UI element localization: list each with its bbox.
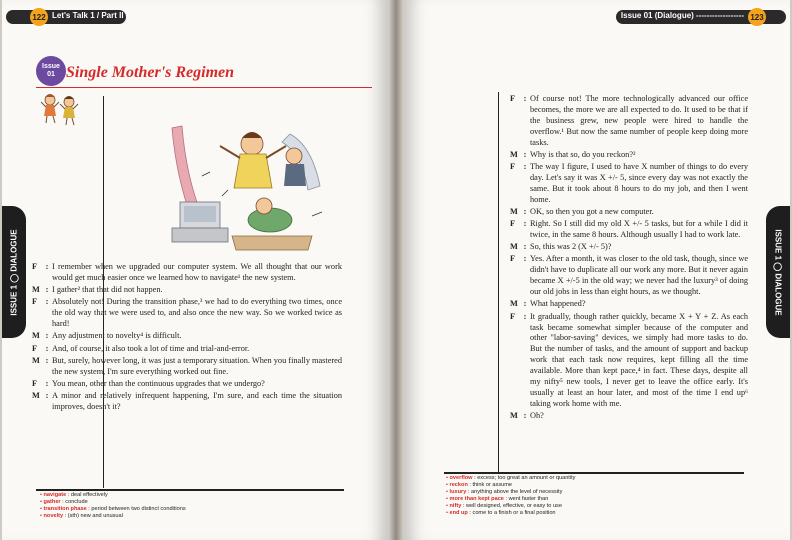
dialogue-text: Oh? xyxy=(530,411,544,421)
speaker-label: M xyxy=(510,411,518,421)
speaker-colon: : xyxy=(523,162,527,172)
dialogue-line xyxy=(510,254,748,298)
speaker-label: F xyxy=(510,94,516,103)
glossary-definition: : conclude xyxy=(60,499,88,506)
left-dialogue xyxy=(32,262,342,414)
speaker-label: F xyxy=(510,311,516,321)
speaker-colon: : xyxy=(45,355,49,365)
dialogue-text: It gradually, though rather quickly, became X + Y + Z. As each task became somewhat simpler because of the computer and other "labor-saving" devices, we simply had more tasks to do. But the number of tasks, and the amount of support and backup work that each task now requires, kept filling all the time available. More than kept pace,⁴ in fact. These days, despite all my nifty⁵ new tools, I never get to leave the office early. It's usually at least an hour later, and most of the time I end up⁶ taking work home with me. xyxy=(530,311,748,408)
dialogue-line xyxy=(510,207,748,218)
dialogue-text: So, this was 2 (X +/- 5)? xyxy=(530,242,612,252)
glossary-entry xyxy=(446,489,746,496)
speaker-label: M xyxy=(510,149,518,159)
glossary-definition: : (sth) new and unusual xyxy=(63,513,123,520)
speaker-colon: : xyxy=(523,149,527,159)
left-glossary xyxy=(40,492,340,520)
glossary-entry xyxy=(446,503,746,510)
dialogue-line xyxy=(510,162,748,206)
dialogue-line xyxy=(510,219,748,241)
side-tab-label: ISSUE 1 ◯ DIALOGUE xyxy=(773,228,783,316)
right-running-head xyxy=(404,8,790,26)
glossary-rule xyxy=(444,472,744,474)
speaker-colon: : xyxy=(45,343,49,353)
column-rule xyxy=(498,92,499,472)
glossary-entry xyxy=(40,499,340,506)
glossary-bullet: • xyxy=(40,506,44,513)
dialogue-text: I remember when we upgraded our computer system. We all thought that our work would get much easier once we learned how to navigate¹ the new system. xyxy=(52,262,342,282)
dialogue-text: Right. So I still did my old X +/- 5 tasks, but for a while I did it twice, in the same 8 hours. Although usually I had to work late. xyxy=(530,219,748,240)
glossary-bullet: • xyxy=(446,503,450,510)
dialogue-line xyxy=(510,242,748,253)
right-glossary xyxy=(446,475,746,518)
dialogue-line xyxy=(32,297,342,330)
speaker-colon: : xyxy=(523,206,527,216)
dialogue-text: Of course not! The more technologically advanced our office becomes, the more we are all expected to do. It used to be that if the business grew, new people were hired to handle the overflow.¹ But now the same number of people keep doing more tasks. xyxy=(530,94,748,147)
glossary-definition: : well designed, effective, or easy to use xyxy=(461,503,562,510)
dialogue-text: Any adjustment to novelty⁴ is difficult. xyxy=(52,331,182,341)
dialogue-text: And, of course, it also took a lot of time and trial-and-error. xyxy=(52,343,250,353)
glossary-entry xyxy=(446,496,746,503)
dialogue-line xyxy=(32,331,342,342)
dialogue-text: But, surely, however long, it was just a temporary situation. When you finally mastered the new system, I'm sure everything worked out fine. xyxy=(52,355,342,376)
speaker-colon: : xyxy=(45,297,49,307)
speaker-label: M xyxy=(32,391,40,401)
dialogue-line xyxy=(510,94,748,149)
speaker-colon: : xyxy=(45,391,49,401)
left-running-head xyxy=(2,8,388,26)
page-number-badge: 122 xyxy=(30,8,48,26)
glossary-rule xyxy=(36,489,344,491)
speaker-label: M xyxy=(510,206,518,216)
dialogue-line xyxy=(32,356,342,378)
dialogue-text: I gather² that that did not happen. xyxy=(52,285,163,295)
office-chaos-illustration xyxy=(162,116,332,256)
dialogue-line xyxy=(32,285,342,296)
speaker-colon: : xyxy=(45,262,49,271)
lesson-title: Single Mother's Regimen xyxy=(66,64,235,81)
title-underline xyxy=(36,87,372,88)
dialogue-line xyxy=(510,299,748,310)
glossary-term: overflow xyxy=(449,475,473,481)
glossary-bullet: • xyxy=(446,510,450,517)
issue-badge-label: Issue xyxy=(42,63,60,70)
speaker-label: F xyxy=(510,219,516,229)
glossary-bullet: • xyxy=(446,496,450,503)
dialogue-line xyxy=(32,379,342,390)
dialogue-line xyxy=(510,411,748,422)
running-head-title: Issue 01 (Dialogue) ------------------ xyxy=(620,11,744,20)
side-tab-label: ISSUE 1 ◯ DIALOGUE xyxy=(9,228,19,316)
dialogue-line xyxy=(510,312,748,410)
right-page xyxy=(404,0,790,540)
glossary-term: novelty xyxy=(43,513,64,520)
glossary-bullet: • xyxy=(446,489,450,496)
dialogue-text: Yes. After a month, it was closer to the old task, though, since we didn't have to duplicate all our work any more. But it never again became X +/-5 in the old way; we never had the luxury³ of doing our old jobs in less than eight hours, as we thought. xyxy=(530,254,748,297)
speaker-label: M xyxy=(510,242,518,252)
dialogue-line xyxy=(32,344,342,355)
glossary-entry xyxy=(40,492,340,499)
glossary-term: transition phase xyxy=(43,506,87,513)
book-gutter xyxy=(388,0,404,540)
speaker-label: F xyxy=(32,343,38,353)
dancing-children-illustration xyxy=(40,92,80,126)
speaker-colon: : xyxy=(523,311,527,321)
glossary-definition: : anything above the level of necessity xyxy=(466,489,563,496)
glossary-bullet: • xyxy=(40,492,44,498)
glossary-term: more than kept pace xyxy=(449,496,504,503)
glossary-entry xyxy=(446,482,746,489)
speaker-label: M xyxy=(32,285,40,295)
glossary-definition: : went faster than xyxy=(503,496,549,503)
speaker-label: F xyxy=(32,262,38,271)
dialogue-text: What happened? xyxy=(530,299,586,309)
running-head-title: Let's Talk 1 / Part II xyxy=(52,11,124,20)
speaker-colon: : xyxy=(523,411,527,421)
page-number-badge: 123 xyxy=(748,8,766,26)
dialogue-text: A minor and relatively infrequent happening, I'm sure, and each time the situation improves, doesn't it? xyxy=(52,391,342,411)
right-side-tab xyxy=(766,206,790,338)
dialogue-text: Why is that so, do you reckon?² xyxy=(530,149,636,159)
glossary-term: navigate xyxy=(43,492,67,498)
glossary-bullet: • xyxy=(40,513,44,520)
speaker-label: M xyxy=(32,331,40,341)
speaker-colon: : xyxy=(523,94,527,103)
dialogue-text: OK, so then you got a new computer. xyxy=(530,206,654,216)
right-dialogue xyxy=(510,94,748,423)
speaker-colon: : xyxy=(523,219,527,229)
speaker-colon: : xyxy=(523,254,527,264)
speaker-label: M xyxy=(510,299,518,309)
dialogue-line xyxy=(32,391,342,413)
glossary-entry xyxy=(40,506,340,513)
speaker-colon: : xyxy=(45,378,49,388)
glossary-term: end up xyxy=(449,510,468,517)
left-side-tab xyxy=(2,206,26,338)
speaker-colon: : xyxy=(45,285,49,295)
glossary-definition: : deal effectively xyxy=(66,492,108,498)
issue-badge-number: 01 xyxy=(47,71,55,78)
glossary-bullet: • xyxy=(446,475,450,481)
dialogue-line xyxy=(510,150,748,161)
glossary-definition: : come to a finish or a final position xyxy=(467,510,556,517)
glossary-term: reckon xyxy=(449,482,468,489)
glossary-bullet: • xyxy=(40,499,44,506)
glossary-definition: : period between two distinct conditions xyxy=(86,506,186,513)
speaker-label: F xyxy=(32,378,38,388)
speaker-label: F xyxy=(32,297,38,307)
speaker-colon: : xyxy=(523,242,527,252)
dialogue-text: Absolutely not! During the transition phase,³ we had to do everything two times, once the old way that we were used to, and also once the new way. So we worked twice as hard! xyxy=(52,297,342,329)
speaker-label: M xyxy=(32,355,40,365)
issue-badge xyxy=(36,56,66,86)
glossary-term: luxury xyxy=(449,489,467,496)
glossary-bullet: • xyxy=(446,482,450,489)
speaker-colon: : xyxy=(45,331,49,341)
glossary-definition: : think or assume xyxy=(467,482,513,489)
glossary-term: nifty xyxy=(449,503,462,510)
dialogue-text: The way I figure, I used to have X number of things to do every day. Let's say it was X +/- 5, since every day was not exactly the same. But it took about 8 hours to do my job, and then I went home. xyxy=(530,162,748,204)
glossary-entry xyxy=(40,513,340,520)
glossary-entry xyxy=(446,510,746,517)
speaker-label: F xyxy=(510,162,516,172)
left-page xyxy=(2,0,388,540)
dialogue-text: You mean, other than the continuous upgrades that we undergo? xyxy=(52,378,265,388)
dialogue-line xyxy=(32,262,342,284)
speaker-colon: : xyxy=(523,299,527,309)
glossary-entry xyxy=(446,475,746,482)
speaker-label: F xyxy=(510,254,516,264)
glossary-definition: : excess; too great an amount or quantity xyxy=(472,475,576,481)
glossary-term: gather xyxy=(43,499,61,506)
